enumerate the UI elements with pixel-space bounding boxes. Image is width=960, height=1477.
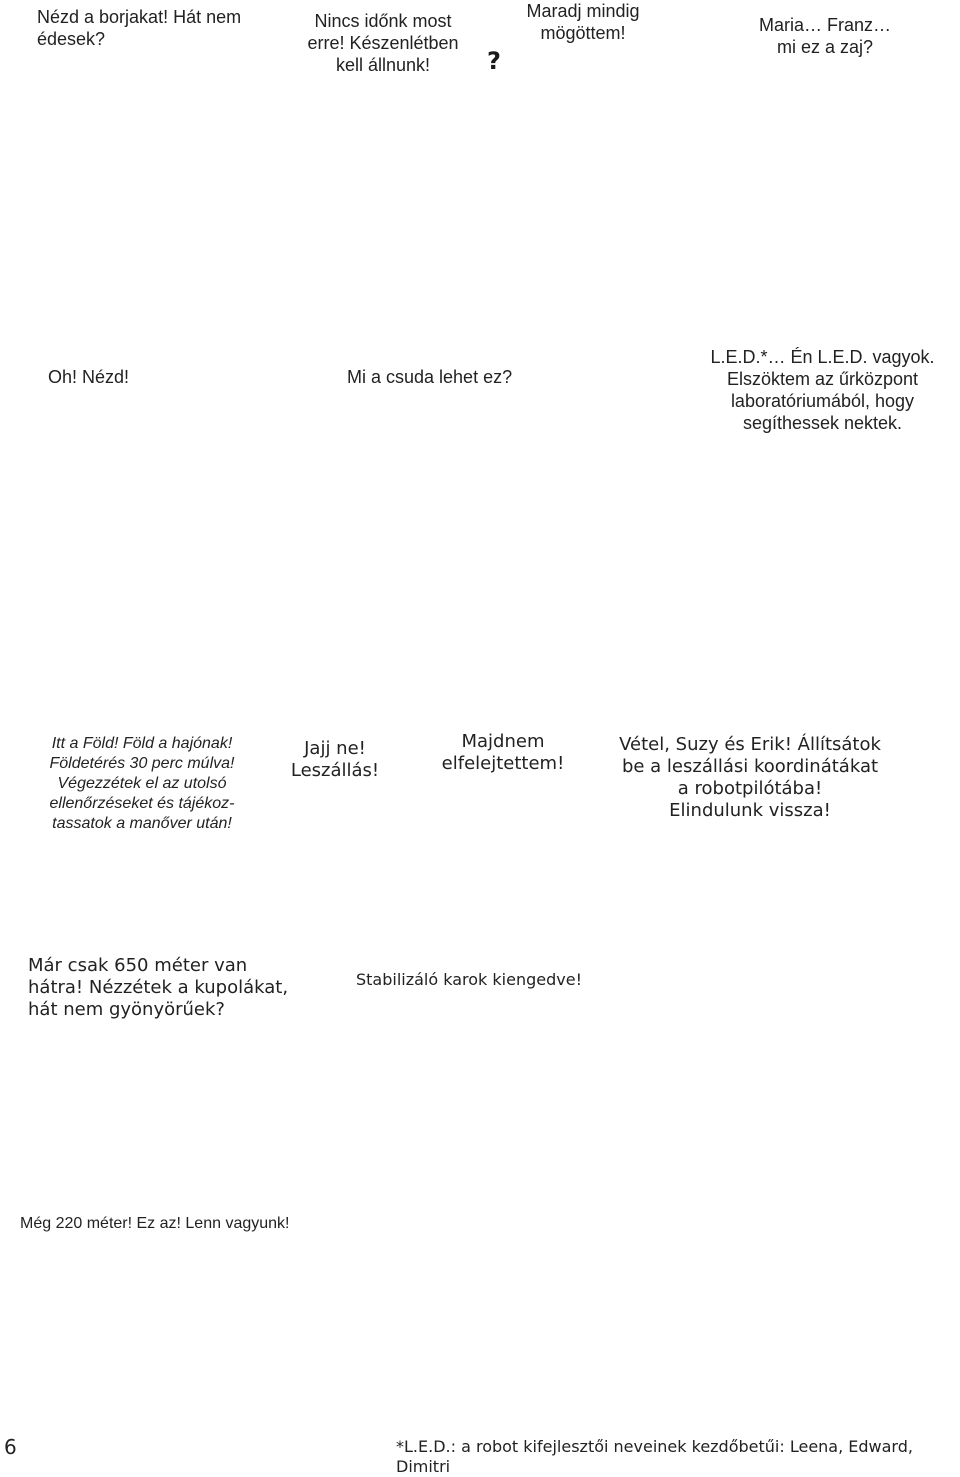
- speech-bubble-8: Itt a Föld! Föld a hajónak! Földetérés 30 perc múlva! Végezzétek el az utolsó ellenőrzéseket és tájékoz- tassatok a manőver után!: [49, 735, 235, 832]
- speech-bubble-6: Mi a csuda lehet ez?: [347, 367, 513, 387]
- speech-bubble-4: Maria… Franz… mi ez a zaj?: [758, 15, 892, 57]
- question-mark: ?: [487, 47, 501, 75]
- speech-bubble-10: Majdnem elfelejtettem!: [441, 731, 565, 774]
- speech-bubble-3: Maradj mindig mögöttem!: [526, 1, 640, 43]
- speech-bubble-7: L.E.D.*… Én L.E.D. vagyok. Elszöktem az űrközpont laboratóriumából, hogy segíthessek nektek.: [710, 347, 935, 433]
- speech-bubble-12: Már csak 650 méter van hátra! Nézzétek a kupolákat, hát nem gyönyörűek?: [28, 955, 289, 1020]
- speech-bubble-1: Nézd a borjakat! Hát nem édesek?: [37, 7, 242, 49]
- speech-bubble-14: Még 220 méter! Ez az! Lenn vagyunk!: [20, 1215, 290, 1232]
- speech-bubble-9: Jajj ne! Leszállás!: [290, 738, 380, 781]
- speech-bubble-11: Vétel, Suzy és Erik! Állítsátok be a leszállási koordinátákat a robotpilótába! Elindulunk vissza!: [619, 734, 881, 821]
- speech-bubble-2: Nincs időnk most erre! Készenlétben kell állnunk!: [307, 11, 459, 75]
- footnote: *L.E.D.: a robot kifejlesztői neveinek kezdőbetűi: Leena, Edward, Dimitri: [396, 1437, 913, 1476]
- speech-bubble-13: Stabilizáló karok kiengedve!: [356, 970, 582, 989]
- speech-bubble-5: Oh! Nézd!: [48, 367, 130, 387]
- page-number: 6: [4, 1435, 17, 1459]
